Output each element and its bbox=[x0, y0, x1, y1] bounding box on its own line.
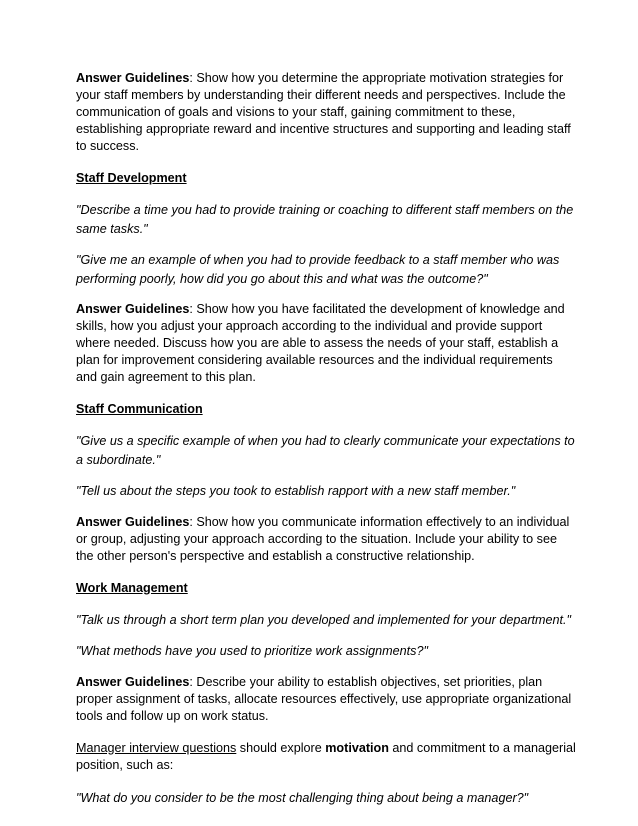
section-guideline bbox=[76, 514, 576, 565]
question: "Give us a specific example of when you had to clearly communicate your expectations to a subordinate." bbox=[76, 434, 575, 467]
closing-paragraph bbox=[76, 740, 576, 774]
section-heading-staff-communication: Staff Communication bbox=[76, 402, 203, 416]
guideline-text: : Show how you communicate information effectively to an individual or group, adjusting your approach according to the situation. Include your ability to see the other person's perspective and establish a constructive relationship. bbox=[76, 514, 570, 563]
question: "Tell us about the steps you took to establish rapport with a new staff member." bbox=[76, 484, 516, 498]
guideline-label: Answer Guidelines bbox=[76, 71, 190, 85]
guideline-text: : Show how you have facilitated the development of knowledge and skills, how you adjust your approach according to the individual and provide support where needed. Discuss how you are able to assess the needs of your staff, establish a plan for improvement considering available resources and the individual requirements and gain agreement to this plan. bbox=[76, 302, 565, 384]
question: "Give me an example of when you had to provide feedback to a staff member who was performing poorly, how did you go about this and what was the outcome?" bbox=[76, 253, 560, 286]
section-heading-staff-development: Staff Development bbox=[76, 171, 187, 185]
guideline-label: Answer Guidelines bbox=[76, 302, 190, 316]
intro-guideline bbox=[76, 70, 576, 155]
guideline-text: : Show how you determine the appropriate motivation strategies for your staff members by understanding their different needs and perspectives. Include the communication of goals and visions to your staff, gaining commitment to these, establishing appropriate reward and incentive structures and supporting and leading staff to success. bbox=[76, 71, 571, 153]
final-question: "What do you consider to be the most challenging thing about being a manager?" bbox=[76, 790, 529, 805]
section-guideline bbox=[76, 674, 576, 725]
guideline-label: Answer Guidelines bbox=[76, 514, 190, 529]
closing-text-2: and commitment to a managerial position, such as: bbox=[76, 740, 576, 772]
closing-text-1: should explore bbox=[236, 740, 326, 755]
guideline-label: Answer Guidelines bbox=[76, 674, 190, 689]
question: "Describe a time you had to provide training or coaching to different staff members on the same tasks." bbox=[76, 203, 574, 236]
guideline-text: : Describe your ability to establish objectives, set priorities, plan proper assignment of tasks, allocate resources effectively, use appropriate organizational tools and follow up on work status. bbox=[76, 674, 572, 723]
section-heading-work-management: Work Management bbox=[76, 580, 188, 595]
document-page bbox=[76, 70, 576, 820]
question: "Talk us through a short term plan you developed and implemented for your department." bbox=[76, 612, 572, 627]
section-guideline bbox=[76, 301, 576, 386]
question: "What methods have you used to prioritize work assignments?" bbox=[76, 644, 428, 658]
closing-bold-word: motivation bbox=[325, 740, 389, 755]
manager-interview-questions-link[interactable]: Manager interview questions bbox=[76, 740, 237, 755]
